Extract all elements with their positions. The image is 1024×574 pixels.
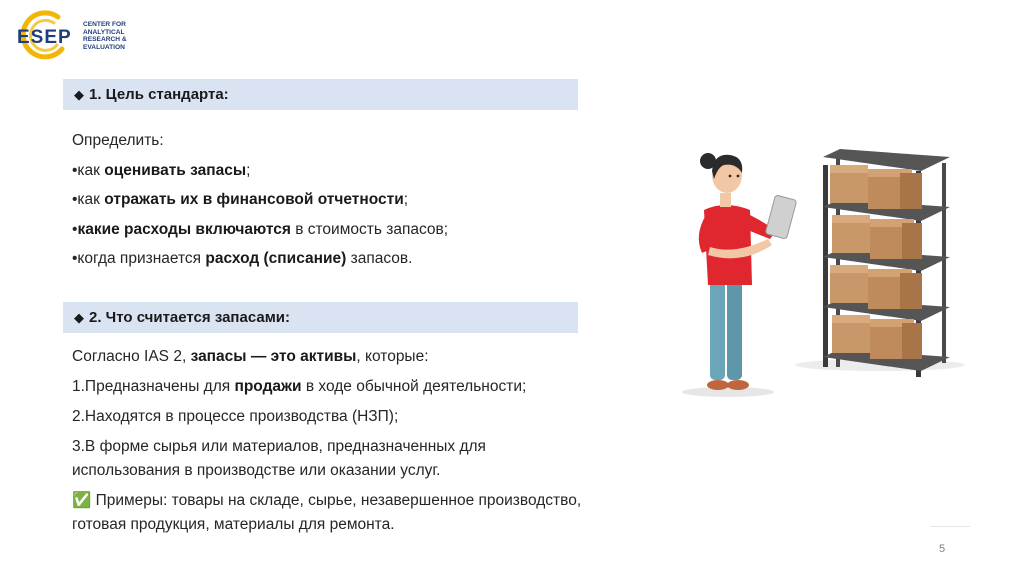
section-1-body bbox=[72, 126, 672, 274]
warehouse-worker-illustration bbox=[680, 135, 970, 405]
diamond-bullet-icon: ◆ bbox=[74, 87, 84, 102]
footer-divider bbox=[930, 526, 970, 527]
section-1-title: 1. Цель стандарта: bbox=[89, 86, 229, 103]
list-item bbox=[72, 185, 672, 215]
section-1-intro: Определить: bbox=[72, 132, 164, 149]
intro-bold: запасы — это активы bbox=[190, 348, 357, 365]
list-item-text: •когда признается bbox=[72, 250, 206, 267]
list-item-text: • bbox=[72, 220, 78, 238]
list-item-bold: оценивать запасы bbox=[104, 161, 247, 179]
list-item-text: ; bbox=[403, 191, 409, 208]
section-2-body bbox=[72, 345, 672, 543]
list-item-text: ; bbox=[246, 161, 251, 179]
list-item bbox=[72, 375, 672, 399]
slide-number: 5 bbox=[939, 543, 946, 555]
section-2-intro bbox=[72, 345, 672, 369]
list-item bbox=[72, 244, 672, 274]
list-item: 2.Находятся в процессе производства (НЗП); bbox=[72, 408, 399, 425]
section-2-title: 2. Что считается запасами: bbox=[89, 309, 291, 326]
list-item-text: 1.Предназначены для bbox=[72, 378, 235, 395]
logo-subtitle-line: EVALUATION bbox=[83, 43, 125, 51]
logo-wordmark: ESEP bbox=[17, 27, 72, 48]
section-2-header bbox=[63, 302, 578, 333]
list-item-bold: продажи bbox=[234, 378, 302, 395]
list-item-bold: какие расходы включаются bbox=[77, 220, 291, 238]
intro-text: , которые: bbox=[356, 348, 429, 365]
list-item bbox=[72, 215, 672, 245]
list-item: использования в производстве или оказании услуг. bbox=[72, 462, 441, 479]
list-item-text: в стоимость запасов; bbox=[290, 220, 449, 238]
logo-subtitle-line: ANALYTICAL bbox=[83, 28, 125, 36]
examples-line: ✅ Примеры: товары на складе, сырье, незавершенное производство, bbox=[72, 492, 582, 509]
list-item-bold: расход (списание) bbox=[205, 250, 347, 267]
list-item-text: •как bbox=[72, 161, 105, 179]
diamond-bullet-icon: ◆ bbox=[74, 310, 84, 325]
worker-figure bbox=[699, 153, 797, 390]
examples-line: готовая продукция, материалы для ремонта. bbox=[72, 516, 395, 533]
logo-subtitle-line: CENTER FOR bbox=[83, 21, 126, 28]
list-item-text: в ходе обычной деятельности; bbox=[301, 378, 527, 395]
list-item-text: запасов. bbox=[346, 250, 413, 267]
logo-subtitle-line: RESEARCH & bbox=[83, 36, 127, 44]
list-item-text: •как bbox=[72, 191, 105, 208]
intro-text: Согласно IAS 2, bbox=[72, 348, 191, 365]
shelf-unit bbox=[823, 149, 950, 377]
section-1-header bbox=[63, 79, 578, 110]
list-item: 3.В форме сырья или материалов, предназначенных для bbox=[72, 438, 486, 455]
list-item-bold: отражать их в финансовой отчетности bbox=[104, 191, 404, 208]
logo-subtitle bbox=[83, 21, 163, 51]
list-item bbox=[72, 156, 672, 186]
esep-logo bbox=[12, 7, 162, 65]
